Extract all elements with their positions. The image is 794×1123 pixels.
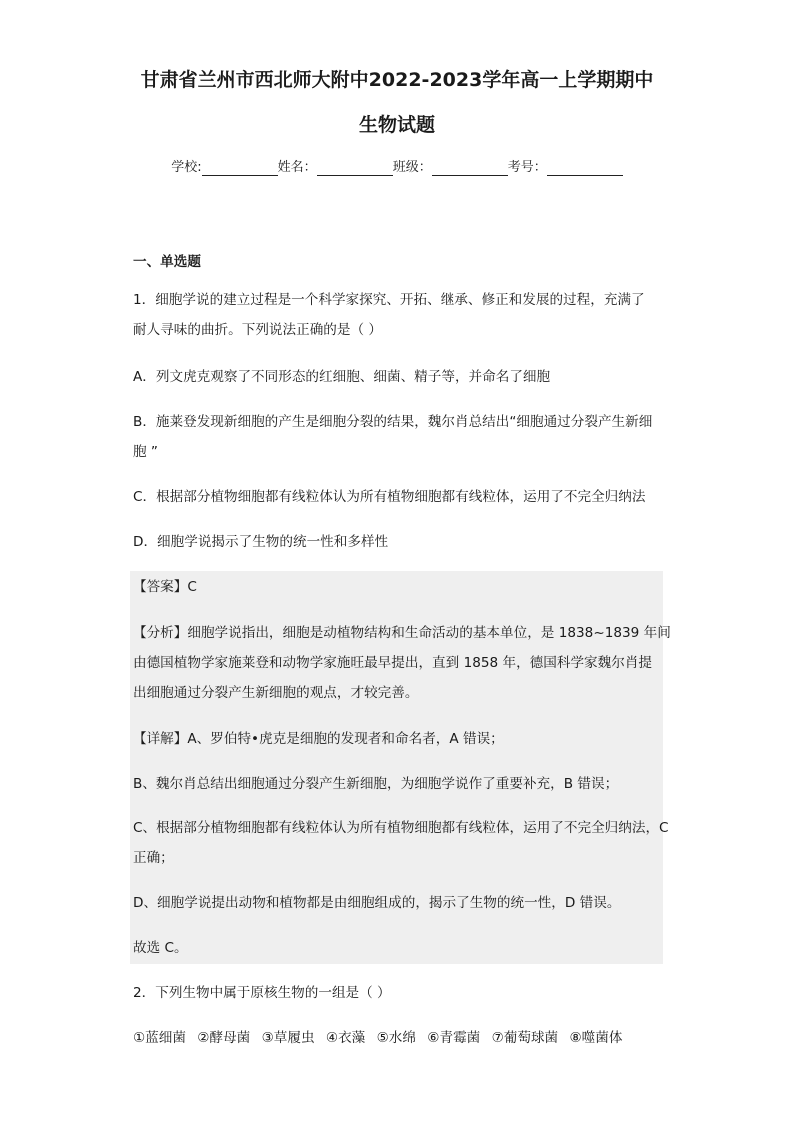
- school-label: 学校:: [171, 160, 202, 175]
- name-label: 姓名：: [277, 160, 317, 175]
- q2-item: ⑧噬菌体: [569, 1030, 623, 1046]
- q1-detail-line: D、细胞学说提出动物和植物都是由细胞组成的，揭示了生物的统一性，D 错误。: [133, 895, 621, 911]
- q1-conclusion: 故选 C。: [133, 940, 188, 956]
- q1-option-d: D．细胞学说揭示了生物的统一性和多样性: [133, 534, 389, 550]
- q2-item: ①蓝细菌: [133, 1030, 186, 1046]
- q1-option-b-line1: B．施莱登发现新细胞的产生是细胞分裂的结果，魏尔肖总结出“细胞通过分裂产生新细: [133, 414, 653, 430]
- q2-item: ⑥青霉菌: [427, 1030, 481, 1046]
- q2-item: ③草履虫: [261, 1030, 315, 1046]
- q2-item: ⑤水绵: [376, 1030, 416, 1046]
- q1-analysis-line: 由德国植物学家施莱登和动物学家施旺最早提出，直到 1858 年，德国科学家魏尔肖提: [133, 655, 653, 671]
- q1-detail-line: 【详解】A、罗伯特•虎克是细胞的发现者和命名者，A 错误；: [133, 731, 504, 747]
- name-blank[interactable]: [317, 161, 393, 176]
- q1-stem-line2: 耐人寻味的曲折。下列说法正确的是（ ）: [133, 322, 383, 338]
- student-info-line: [0, 160, 794, 176]
- q1-analysis-line: 出细胞通过分裂产生新细胞的观点，才较完善。: [133, 685, 419, 701]
- q2-items: [133, 1030, 629, 1046]
- q2-item: ④衣藻: [325, 1030, 366, 1046]
- q1-stem-line1: 1．细胞学说的建立过程是一个科学家探究、开拓、继承、修正和发展的过程，充满了: [133, 292, 645, 308]
- q1-detail-line: C、根据部分植物细胞都有线粒体认为所有植物细胞都有线粒体，运用了不完全归纳法，C: [133, 820, 669, 836]
- q2-item: ②酵母菌: [197, 1030, 251, 1046]
- q2-item: ⑦葡萄球菌: [491, 1030, 559, 1046]
- number-label: 考号：: [507, 160, 547, 175]
- q1-detail-line: B、魏尔肖总结出细胞通过分裂产生新细胞，为细胞学说作了重要补充，B 错误；: [133, 776, 619, 792]
- q1-option-b-line2: 胞 ”: [133, 444, 158, 460]
- section-heading: 一、单选题: [133, 254, 201, 270]
- q1-detail-line: 正确；: [133, 850, 174, 866]
- class-blank[interactable]: [432, 161, 508, 176]
- class-label: 班级：: [392, 160, 432, 175]
- document-subtitle: 生物试题: [358, 114, 435, 136]
- q1-option-c: C．根据部分植物细胞都有线粒体认为所有植物细胞都有线粒体，运用了不完全归纳法: [133, 489, 646, 505]
- number-blank[interactable]: [547, 161, 623, 176]
- q1-option-a: A．列文虎克观察了不同形态的红细胞、细菌、精子等，并命名了细胞: [133, 369, 551, 385]
- q1-answer: 【答案】C: [133, 579, 197, 595]
- q2-stem: 2．下列生物中属于原核生物的一组是（ ）: [133, 985, 391, 1001]
- document-title: 甘肃省兰州市西北师大附中2022-2023学年高一上学期期中: [140, 69, 654, 91]
- q1-analysis-line: 【分析】细胞学说指出，细胞是动植物结构和生命活动的基本单位，是 1838~1839 年间: [133, 625, 671, 641]
- school-blank[interactable]: [202, 161, 278, 176]
